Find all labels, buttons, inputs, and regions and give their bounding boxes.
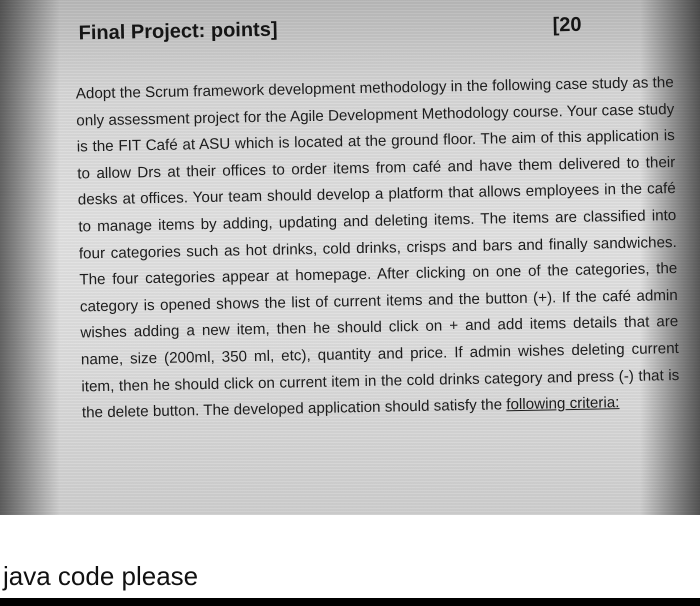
- paragraph-last-line: following criteria:: [506, 394, 620, 414]
- points-label: [20: [552, 13, 582, 37]
- caption-text: java code please: [3, 561, 199, 591]
- bottom-bar: [0, 598, 700, 606]
- paragraph-text: Adopt the Scrum framework development methodology in the following case study as the only assessment project for the Agile Development Methodology course. Your case study is the FIT Café at ASU which is located at the ground floor. The aim of this application is to allow Drs at their offices to order items from café and have them delivered to their desks at offices. Your team should develop a platform that allows employees in the café to manage items by adding, updating and deleting items. The items are classified into four categories such as hot drinks, cold drinks, crisps and bars and finally sandwiches. The four categories appear at homepage. After clicking on one of the categories, the category is opened shows the list of current items and the button (+). If the café admin wishes adding a new item, then he should click on + and add items details that are name, size (200ml, 350 ml, etc), quantity and price. If admin wishes deleting current item, then he should click on current item in the cold drinks category and press (-) that is the delete button. The developed application should satisfy the: [75, 74, 680, 422]
- case-study-paragraph: [76, 70, 681, 427]
- paper-sheet: [48, 0, 698, 515]
- page-title: Final Project: points]: [78, 18, 278, 45]
